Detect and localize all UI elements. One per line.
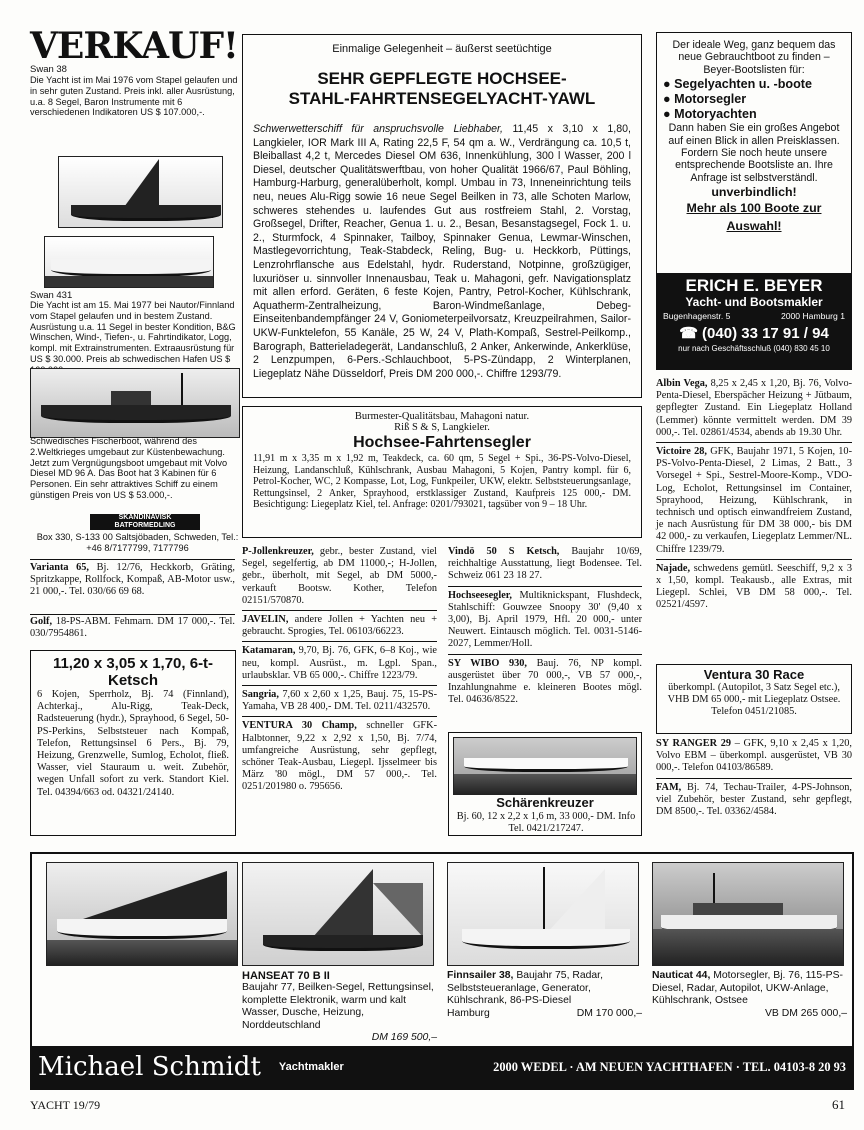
classified-item: Sangria, 7,60 x 2,60 x 1,25, Bauj. 75, 15-PS-Yamaha, VB 28 400,- DM. Tel. 0211/432570. <box>242 689 438 713</box>
schmidt-brand: Michael Schmidt <box>38 1052 261 1082</box>
classified-item: Victoire 28, GFK, Baujahr 1971, 5 Kojen, 10-PS-Volvo-Penta-Diesel, 2 Limas, 2 Batt., 3 Vorsegel + Spi., Sestrel-Moore-Komp., VDO-Log, Echolot, Rettungsinsel im Container, Sprayhood, Heizung, Kühlschrank, in technisch und optisch einwandfreiem Zustand, je nach Ausrüstung für DM 38 000,- bis DM 42 000,- zu verkaufen, Liegeplatz Lemmer/NL. Chiffre 1239/79. <box>656 446 853 555</box>
verkauf-headline: VERKAUF! <box>30 25 238 67</box>
fischer-photo <box>30 368 240 438</box>
beyer-bullet: ● Motoryachten <box>663 107 757 122</box>
skandinavisk-logo: SKANDINAVISK BATFORMEDLING <box>90 514 200 530</box>
swan431-photo <box>44 236 214 288</box>
classified-item: Albin Vega, 8,25 x 2,45 x 1,20, Bj. 76, Volvo-Penta-Diesel, Eberspächer Heizung + Jütbaum, gepflegter Zustand. Ein Liegeplatz Holland (Lemmer) könnte vermittelt werden. DM 39 000,-. Tel. 02861/4534, abends ab 19.30 Uhr. <box>656 378 853 438</box>
golf-ad: Golf, 18-PS-ABM. Fehmarn. DM 17 000,-. Tel. 030/7954861. <box>30 616 235 640</box>
classified-item: Katamaran, 9,70, Bj. 76, GFK, 6–8 Koj., wie neu, kompl. Ausrüst., m. Lgpl. Span., urlaubsklar. VB 65 000,-. Chiffre 1223/79. <box>242 645 438 681</box>
beyer-bullet: ● Motorsegler <box>663 92 747 107</box>
finn-text: Baujahr 75, Radar, Selbststeueranlage, Generator, Kühlschrank, 86-PS-Diesel <box>447 970 603 1007</box>
schmidt-photo-2 <box>242 862 434 966</box>
beyer-city: 2000 Hamburg 1 <box>780 311 845 321</box>
beyer-name: ERICH E. BEYER <box>685 276 823 295</box>
swan431-text: Die Yacht ist am 15. Mai 1977 bei Nautor/Finnland vom Stapel gelaufen und in bestem Zustand. Ausrüstung u.a. 11 Segel in bester Kondition, B&G Winschen, Wind-, Tiefen-, u. Fahrtindikator, Logg, kompl. mit Extrainstrumenten. Extraausrüstung für US $ 30.000. Preis ab schwedischen Hafen US $ <box>30 300 236 364</box>
nauticat-price: VB DM 265 000,– <box>764 1007 847 1019</box>
yawl-lead: Schwerwetterschiff für anspruchsvolle Liebhaber, <box>253 123 503 135</box>
beyer-banner <box>657 273 851 369</box>
finn-name: Finnsailer 38, <box>447 970 514 981</box>
yawl-kicker: Einmalige Gelegenheit – äußerst seetüchtige <box>332 43 552 55</box>
mid-left-column <box>242 546 437 794</box>
swan38-photo <box>58 156 223 228</box>
classified-item: SY WIBO 930, Bauj. 76, NP kompl. ausgerüstet über 70 000,-, VB 57 000,-, Inzahlungnahme e. kleineren Bootes mögl. Tel. 04636/8522. <box>448 657 642 706</box>
ventura30-title: Ventura 30 Race <box>703 667 805 682</box>
schmidt-role: Yachtmakler <box>278 1061 344 1073</box>
verkauf-ad <box>30 25 240 568</box>
ketsch-text: 6 Kojen, Sperrholz, Bj. 74 (Finnland), Achterkaj., Alu-Rigg, Teak-Deck, Radsteuerung (hydr.), Sprayhood, 6 Segel, 50-PS-Perkins, Selbststeuer nach Kompaß, Telefon, Rettungsinsel 6 Pers., Bj. 79, Heizung, Grenzwelle, Sumlog, Echolot, fließ. Wasser, viel Stauraum u. weit. Zubehör, wegen Unfall sofort zu verk. Standort Kiel. Tel. 04394/663 od. 04321/24140. <box>37 689 229 798</box>
yawl-title-1: SEHR GEPFLEGTE HOCHSEE- <box>317 69 567 88</box>
phone-icon: ☎ <box>679 325 698 342</box>
classified-item: FAM, Bj. 74, Techau-Trailer, 4-PS-Johnson, viel Zubehör, bester Zustand, sehr gepflegt, DM 8500,-. Tel. 03362/4584. <box>656 781 852 818</box>
varianta-ad: Varianta 65, Bj. 12/76, Heckkorb, Gräting, Spritzkappe, Rollfock, Kompaß, AB-Motor usw., 21 000,-. Tel. 030/66 69 68. <box>30 562 236 598</box>
mid-right-column <box>448 546 642 706</box>
beyer-phone: (040) 33 17 91 / 94 <box>702 325 829 342</box>
classified-item: VENTURA 30 Champ, schneller GFK-Halbtonner, 9,22 x 2,92 x 1,50, Bj. 7/74, umfangreiche Ausrüstung, sehr gepflegt, schöner Teak-Ausbau, Liegepl. Ijsselmeer bis März '80 mögl., DM 57 000,-. Tel. 0251/201980 o. 795656. <box>242 720 437 793</box>
nauticat-text: Motorsegler, Bj. 76, 115-PS-Diesel, Radar, Autopilot, UKW-Anlage, Kühlschrank, Ostsee <box>652 970 843 1007</box>
nauticat-item <box>652 970 847 1019</box>
schmidt-photo-3 <box>447 862 639 966</box>
footer-issue: YACHT 19/79 <box>30 1098 101 1112</box>
classified-item: Hochseesegler, Multiknickspant, Flushdeck, Stahlschiff: Gouwzee Snoopy 30' (9,40 x 3,00), Bj. April 1979, Hfl. 20 000,- unter Neuwert. Eintausch möglich. Tel. 0031-5146-2027, Lemmer/Holl. <box>448 589 642 650</box>
beyer-unverbindlich: unverbindlich! <box>711 185 797 200</box>
hanseat-price: DM 169 500,– <box>371 1032 437 1044</box>
ventura30-ad <box>656 664 852 734</box>
hanseat-name: HANSEAT 70 B II <box>242 970 330 982</box>
schmidt-photo-4 <box>652 862 844 966</box>
finn-item <box>447 970 642 1019</box>
classified-item: P-Jollenkreuzer, gebr., bester Zustand, viel Segel, segelfertig, ab DM 11000,-; H-Jollen, gebr., überholt, mit Segel, ab DM 5000,- verkauft Bootsw. Kother, Telefon 02151/570870. <box>242 546 437 606</box>
right-column <box>656 378 852 612</box>
yawl-title-2: STAHL-FAHRTENSEGELYACHT-YAWL <box>288 89 596 108</box>
beyer-text: Dann haben Sie ein großes Angebot auf einen Blick in allen Preisklassen. Fordern Sie noch heute unsere entsprechende Bootsliste an. Ihre Anfrage ist selbstverständl. <box>668 122 840 184</box>
schmidt-contact: 2000 WEDEL · AM NEUEN YACHTHAFEN · TEL. 04103-8 20 93 <box>493 1059 846 1074</box>
skandinavisk-address: Box 330, S-133 00 Saltsjöbaden, Schweden, Tel.: +46 8/7177799, 7177796 <box>36 532 239 553</box>
schaeren-ad <box>448 732 642 836</box>
nauticat-name: Nauticat 44, <box>652 970 711 981</box>
ventura30-text: überkompl. (Autopilot, 3 Satz Segel etc.), VHB DM 65 000,- mit Liegeplatz Ostsee. Telefon 0451/21085. <box>667 682 841 718</box>
finn-price: DM 170 000,– <box>576 1007 642 1019</box>
yawl-text: 11,45 x 3,10 x 1,80, Langkieler, IOR Mark III A, Rating 22,5 F, 54 qm a. W., Verdrängung ca. 10,5 t, Bleiballast 4,2 t, Mercedes Diesel OM 636, Innenkühlung, 300 l Wasser, 200 l Diesel, deutscher Qualitätswerftbau, von hoher Qualität 1966/67, Paul Böhling, Hamburg-Harburg, generalüberholt, kompl. Umbau in 73, Inneneinrichtung teils neu, neues Alu-Rigg sowie 16 neue Segel Beilken in 73, alle Schoten Marlow, schweres stehendes u. laufendes Gut aus rostfreiem Stahl, 2. Vorstag, Großsegel, Drifter, Reacher, Genua 1. u. 2., Besan, Besanstagsegel, Fock 1. u. 2., Sturmfock, 4 Spinnaker, Tailboy, Spinnaker Genua, Lewmar-Winschen, Mastlegevorrichtung, Teak-Stabdeck, Reling, Bug- u. Heckkorb, Püttings, Lenzrohrflansche aus Edelstahl, hydr. Ruderstand, Notpinne, großzügiger, luxuriöser u. sinnvoller Innenausbau, Teak u. Mahagoni, gefr. Navigationsplatz mit allen erford. Geräten, 6 feste Kojen, Pantry, Petrol-Kocher, Kühlschrank, Aquatherm-Zentralheizung, Baron-Windmeßanlage, Debeg-Einseitenbandempfänger 24 V, Goniometerpeilvorsatz, Kreuzpeilrahmen, Sailor-UKW-Funktelefon, 55 Kanäle, 25 W, 24 V, Plath-Kompaß, Sestrel-Peilkomp., Barograph, Batterieladegerät, Landanschluß, 2 Anker, Ankerwinde, Ankerklüse, 2 Lenzpumpen, 6-Pers.-Schlauchboot, 5-PS-Zündapp, 2 Winterplanen, Liegeplatz Nähe Düsseldorf, Preis DM 200 000,-. Chiffre 1293/79. <box>253 123 631 380</box>
page-number: 61 <box>832 1097 845 1112</box>
ketsch-title: 11,20 x 3,05 x 1,70, 6-t-Ketsch <box>52 655 214 689</box>
beyer-ad <box>656 32 852 370</box>
schaeren-text: Bj. 60, 12 x 2,2 x 1,6 m, 33 000,- DM. Info Tel. 0421/217247. <box>456 811 636 835</box>
classified-item: SY RANGER 29 – GFK, 9,10 x 2,45 x 1,20, Volvo EBM – überkompl. ausgerüstet, VB 30 000,-. Telefon 04103/86589. <box>656 738 852 774</box>
classified-item: JAVELIN, andere Jollen + Yachten neu + gebraucht. Sprogies, Tel. 06103/66223. <box>242 614 438 638</box>
beyer-bullet: ● Segelyachten u. -boote <box>663 77 812 92</box>
burmester-kicker-1: Burmester-Qualitätsbau, Mahagoni natur. <box>354 411 530 422</box>
swan431-title: Swan 431 <box>30 290 73 301</box>
schaeren-title: Schärenkreuzer <box>496 795 594 810</box>
beyer-intro: Der ideale Weg, ganz bequem das neue Gebrauchtboot zu finden – Beyer-Bootslisten für: <box>672 39 836 76</box>
schmidt-banner <box>32 1046 852 1088</box>
beyer-mehr: Mehr als 100 Boote zur Auswahl! <box>686 201 822 234</box>
classified-item: Najade, schwedens gemütl. Seeschiff, 9,2 x 3 x 1,50, kompl. Teakausb., alle Extras, mit Liegepl. Schlei, VB DM 58 000,-. Tel. 02521/4597. <box>656 562 852 611</box>
hanseat-text: Baujahr 77, Beilken-Segel, Rettungsinsel, komplette Elektronik, warm und kalt Wasser, Dusche, Heizung, Norddeutschland <box>242 982 434 1031</box>
schmidt-ad <box>30 852 854 1090</box>
right-column-2 <box>656 738 852 818</box>
burmester-title: Hochsee-Fahrtensegler <box>353 434 531 451</box>
schmidt-photo-1 <box>46 862 238 966</box>
swan38-title: Swan 38 <box>30 64 67 75</box>
burmester-ad <box>242 406 642 538</box>
classified-item: Vindö 50 S Ketsch, Baujahr 10/69, reichhaltige Ausstattung, liegt Bodensee. Tel. Schweiz 061 23 18 27. <box>448 546 643 582</box>
fischer-text: Schwedisches Fischerboot, während des 2.Weltkrieges umgebaut zur Küstenbewachung. Jetzt zum Vergnügungsboot umgebaut mit Volvo Diesel MD 96 A. Das Boot hat 3 Kabinen für 6 Personen. Ein sehr attraktives Schiff zu einem günstigen Preis von US $ 53.000,-. <box>30 436 228 500</box>
burmester-text: 11,91 m x 3,35 m x 1,92 m, Teakdeck, ca. 60 qm, 5 Segel + Spi., 36-PS-Volvo-Diesel, Heizung, Landanschluß, Kühlschrank, Ausbau Mahagoni, 5 Kojen, Pantry kompl. für 6, Petrol-Kocher, WC, 2 Kompasse, Lot, Log, Funkpeiler, UKW, elektr. Selbststeuerungsanlage, Rettungsinsel, 2 Anker, Sprayhood, erstklassiger Zustand, Kaufpreis 125 000,- DM. Besichtigung: Liegeplatz Kiel, tel. Anfrage: 0201/793021, tagsüber von 9 – 18 Uhr. <box>253 453 631 511</box>
beyer-street: Bugenhagenstr. 5 <box>663 311 731 321</box>
hanseat-item <box>242 970 437 1043</box>
ketsch-ad <box>30 650 236 836</box>
schaeren-photo <box>453 737 637 795</box>
beyer-note: nur nach Geschäftsschluß (040) 830 45 10 <box>678 344 830 353</box>
yawl-ad <box>242 34 642 398</box>
beyer-sub: Yacht- und Bootsmakler <box>685 295 823 309</box>
finn-city: Hamburg <box>447 1007 490 1019</box>
burmester-kicker-2: Riß S & S, Langkieler. <box>394 422 490 433</box>
swan38-text: Die Yacht ist im Mai 1976 vom Stapel gelaufen und in sehr guten Zustand. Preis inkl. aller Ausrüstung, u.a. 8 Segel, Baron Instrumente mit 6 verschiedenen Indikatoren US $ 107.000,-. <box>30 75 238 118</box>
